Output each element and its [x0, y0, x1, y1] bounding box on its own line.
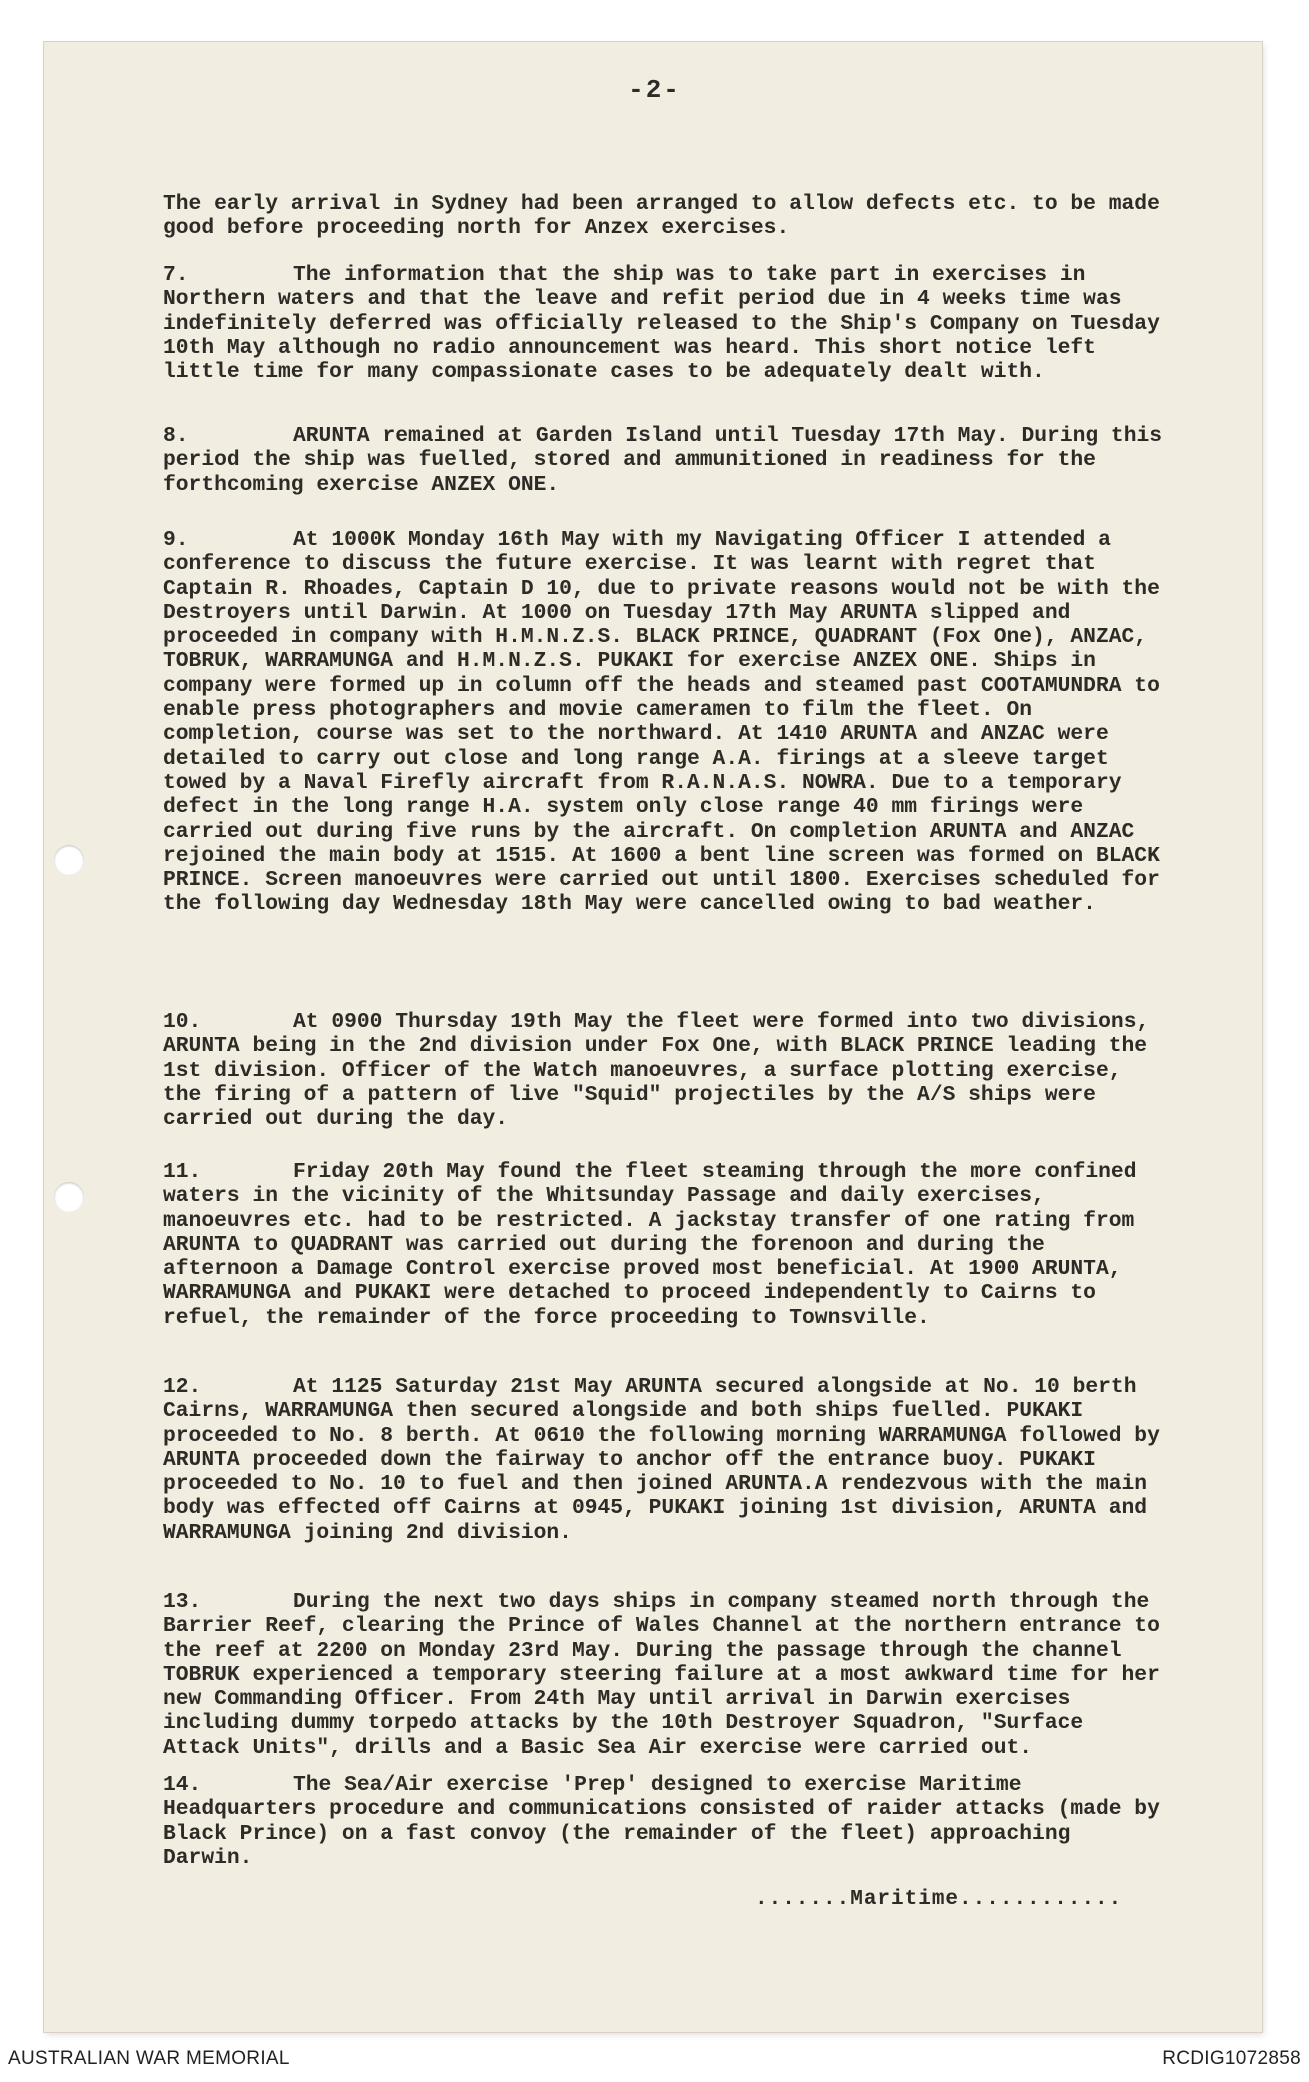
punch-hole	[54, 1182, 84, 1212]
paragraph-7	[163, 263, 1163, 384]
paragraph-14	[163, 1773, 1163, 1870]
page-number: -2-	[628, 75, 681, 105]
paragraph-text: During the next two days ships in company steamed north through the Barrier Reef, clearing the Prince of Wales Channel at the northern entrance to the reef at 2200 on Monday 23rd May. During the passage through the channel TOBRUK experienced a temporary steering failure at a most awkward time for her new Commanding Officer. From 24th May until arrival in Darwin exercises including dummy torpedo attacks by the 10th Destroyer Squadron, "Surface Attack Units", drills and a Basic Sea Air exercise were carried out.	[163, 1590, 1160, 1760]
paragraph-13	[163, 1590, 1163, 1760]
paragraph-number: 7.	[163, 263, 189, 287]
paragraph-intro	[163, 192, 1163, 241]
paragraph-text: At 0900 Thursday 19th May the fleet were formed into two divisions, ARUNTA being in the 2nd division under Fox One, with BLACK PRINCE leading the 1st division. Officer of the Watch manoeuvres, a surface plotting exercise, the firing of a pattern of live "Squid" projectiles by the A/S ships were carried out during the day.	[163, 1010, 1150, 1132]
paragraph-number: 9.	[163, 528, 189, 552]
continuation-catchword: .......Maritime............	[755, 1888, 1123, 1911]
paragraph-number: 13.	[163, 1590, 202, 1614]
paragraph-11	[163, 1160, 1163, 1330]
paragraph-text: Friday 20th May found the fleet steaming through the more confined waters in the vicinity of the Whitsunday Passage and daily exercises, manoeuvres etc. had to be restricted. A jackstay transfer of one rating from ARUNTA to QUADRANT was carried out during the forenoon and during the afternoon a Damage Control exercise proved most beneficial. At 1900 ARUNTA, WARRAMUNGA and PUKAKI were detached to proceed independently to Cairns to refuel, the remainder of the force proceeding to Townsville.	[163, 1160, 1137, 1330]
paragraph-10	[163, 1010, 1163, 1131]
paragraph-text: The information that the ship was to take part in exercises in Northern waters and that the leave and refit period due in 4 weeks time was indefinitely deferred was officially released to the Ship's Company on Tuesday 10th May although no radio announcement was heard. This short notice left little time for many compassionate cases to be adequately dealt with.	[163, 263, 1160, 385]
paragraph-9	[163, 528, 1163, 917]
paragraph-number: 14.	[163, 1773, 202, 1797]
paragraph-text: At 1000K Monday 16th May with my Navigating Officer I attended a conference to discuss the future exercise. It was learnt with regret that Captain R. Rhoades, Captain D 10, due to private reasons would not be with the Destroyers until Darwin. At 1000 on Tuesday 17th May ARUNTA slipped and proceeded in company with H.M.N.Z.S. BLACK PRINCE, QUADRANT (Fox One), ANZAC, TOBRUK, WARRAMUNGA and H.M.N.Z.S. PUKAKI for exercise ANZEX ONE. Ships in company were formed up in column off the heads and steamed past COOTAMUNDRA to enable press photographers and movie cameramen to film the fleet. On completion, course was set to the northward. At 1410 ARUNTA and ANZAC were detailed to carry out close and long range A.A. firings at a sleeve target towed by a Naval Firefly aircraft from R.A.N.A.S. NOWRA. Due to a temporary defect in the long range H.A. system only close range 40 mm firings were carried out during five runs by the aircraft. On completion ARUNTA and ANZAC rejoined the main body at 1515. At 1600 a bent line screen was formed on BLACK PRINCE. Screen manoeuvres were carried out until 1800. Exercises scheduled for the following day Wednesday 18th May were cancelled owing to bad weather.	[163, 528, 1160, 917]
paragraph-text: At 1125 Saturday 21st May ARUNTA secured alongside at No. 10 berth Cairns, WARRAMUNGA then secured alongside and both ships fuelled. PUKAKI proceeded to No. 8 berth. At 0610 the following morning WARRAMUNGA followed by ARUNTA proceeded down the fairway to anchor off the entrance buoy. PUKAKI proceeded to No. 10 to fuel and then joined ARUNTA.A rendezvous with the main body was effected off Cairns at 0945, PUKAKI joining 1st division, ARUNTA and WARRAMUNGA joining 2nd division.	[163, 1375, 1160, 1545]
punch-hole	[54, 845, 84, 875]
paragraph-number: 8.	[163, 424, 189, 448]
paragraph-text: The early arrival in Sydney had been arranged to allow defects etc. to be made good before proceeding north for Anzex exercises.	[163, 192, 1160, 241]
archive-id: RCDIG1072858	[1162, 2048, 1301, 2069]
paragraph-number: 12.	[163, 1375, 202, 1399]
paragraph-12	[163, 1375, 1163, 1545]
paragraph-number: 10.	[163, 1010, 202, 1034]
paragraph-8	[163, 424, 1163, 497]
paragraph-text: The Sea/Air exercise 'Prep' designed to exercise Maritime Headquarters procedure and communications consisted of raider attacks (made by Black Prince) on a fast convoy (the remainder of the fleet) approaching Darwin.	[163, 1773, 1160, 1870]
archive-credit: AUSTRALIAN WAR MEMORIAL	[8, 2048, 290, 2069]
paragraph-number: 11.	[163, 1160, 202, 1184]
paragraph-text: ARUNTA remained at Garden Island until Tuesday 17th May. During this period the ship was fuelled, stored and ammunitioned in readiness for the forthcoming exercise ANZEX ONE.	[163, 424, 1163, 497]
